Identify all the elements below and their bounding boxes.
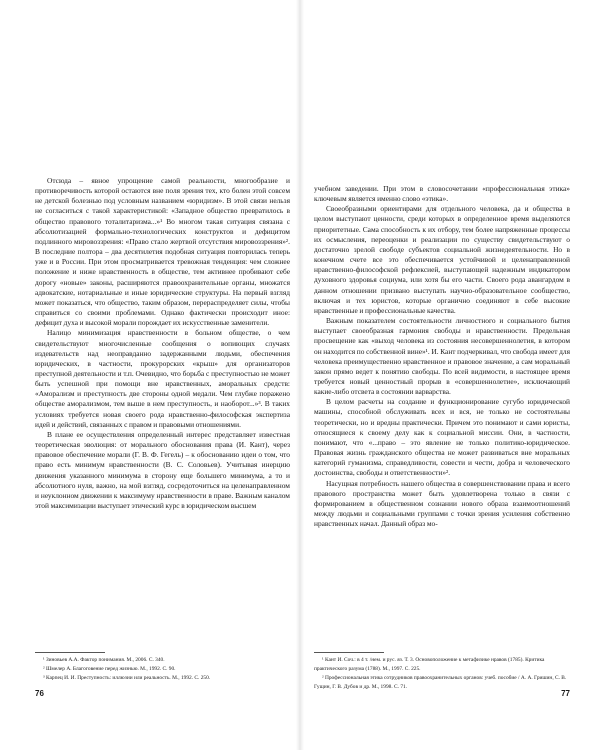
paragraph: Отсюда – явное упрощение самой реальности, многообразие и противоречивость которой остаются вне поля зрения тех, кто болен этой совсем не детской болезнью под условным названием «юридизм». В этой связи нельзя не согласиться с такой характеристикой: «Западное общество превратилось в общество правового тоталитаризма...»¹ Во многом такая ситуация связана с абсолютизацией формально-технологических конструктов и дефицитом подлинного мировоззрения: «Право стало жертвой отсутствия мировоззрения»². В последние полтора – два десятилетия подобная ситуация повторилась теперь уже и в России. При этом просматривается тревожная тенденция: чем сложнее положение и ниже нравственность в обществе, тем активнее пробивают себе дорогу «новые» законы, расширяются правоохранительные органы, множатся адвокатские, нотариальные и иные юридические структуры. На первый взгляд может показаться, что общество, таким образом, перераспределяет силы, чтобы справиться со своими проблемами. Однако фактически происходит иное: дефицит духа и высокой морали порождает их искусственные заменители. bbox=[35, 176, 290, 328]
page-number: 76 bbox=[35, 689, 44, 698]
paragraph: В плане ее осуществления определенный интерес представляет известная теоретическая эволюция: от морального обоснования права (И. Кант), через правовое обеспечение морали (Г. В. Ф. Гегель) – к обоснованию идеи о том, что право есть минимум нравственности (В. С. Соловьев). Учитывая инерцию движения указанного минимума в сторону еще большего минимума, а то и абсолютного нуля, важно, на мой взгляд, сосредоточиться на целенаправленном и неуклонном движении к максимуму нравственности в праве. Важным каналом этой максимизации выступает этический курс в юридическом высшем bbox=[35, 429, 290, 510]
right-footnotes bbox=[314, 652, 570, 692]
footnote: ¹ Зиновьев А.А. Фактор понимания. М., 2006. С. 340. bbox=[43, 657, 165, 663]
paragraph: Важным показателем состоятельности личностного и социального бытия выступает своеобразная гармония свободы и нравственности. Предельная просвещение как «выход человека из состояния несовершеннолетия, в котором он находится по собственной вине»¹. И. Кант подчеркивал, что свобода имеет для человека преимущественно нравственное и правовое значение, а сам моральный закон прямо ведет к понятию свободы. По всей видимости, в настоящее время требуется новый ценностный прорыв в «совершеннолетие», исключающий какие-либо отсвета в состоянии варварства. bbox=[314, 316, 570, 397]
footnote: ² Профессиональная этика сотрудников правоохранительных органов: учеб. пособие / А. А. Гришин, С. В. Гущин, Г. В. Дубов и др. М., 1998. С. 71. bbox=[314, 675, 567, 690]
left-footnotes bbox=[35, 652, 290, 683]
paragraph: Своеобразными ориентирами для отдельного человека, да и общества в целом выступают ценности, среди которых в определенное время выделяются приоритетные. Сама способность к их отбору, тем более напряженные процессы их осмысления, переоценки и реализации по существу свидетельствуют о достаточно зрелой свободе субъектов социальной жизнедеятельности. Но в конечном счете все это обеспечивается устойчивой и целенаправленной нравственно-философской рефлексией, выступающей надежным индикатором духовного здоровья социума, или хотя бы его части. Своего рода авангардом в данном отношении призвано выступать научно-образовательное сообщество, включая и тех юристов, которые органично соединяют в себе высокие нравственные и профессиональные качества. bbox=[314, 204, 570, 315]
left-page-body bbox=[35, 176, 290, 511]
footnote: ² Шмелер А. Благоговение перед жизнью. М., 1992. С. 90. bbox=[43, 666, 176, 672]
paragraph-continued: учебном заведении. При этом в словосочетании «профессиональная этика» ключевым является именно слово «этика». bbox=[314, 184, 570, 204]
paragraph: В целом расчеты на создание и функционирование сугубо юридической машины, способной обслуживать всех и вся, не только не состоятельны теоретически, но и вредны практически. Причем это понимают и сами юристы, относящиеся к своему делу как к социальной миссии. Они, в частности, понимают, что «...право – это явление не только политико-юридическое. Правовая жизнь гражданского общества не может развиваться вне моральных категорий гуманизма, справедливости, совести и чести, добра и человеческого достоинства, свободы и ответственности»². bbox=[314, 397, 570, 478]
footnote-rule bbox=[35, 652, 105, 653]
page-number: 77 bbox=[561, 689, 570, 698]
paragraph: Насущная потребность нашего общества в совершенствовании права и всего правового пространства может быть удовлетворена только в связи с формированием в общественном сознании нового образа взаимоотношений между людьми и социальными группами с точки зрения усиления собственно нравственных начал. Данный образ мо- bbox=[314, 478, 570, 529]
footnote: ¹ Кант И. Соч.: в 4 т. /нем. и рус. яз. Т. 3. Основоположение к метафизике нравов (1785). Критика практического разума (1788). М., 1997. С. 225. bbox=[314, 657, 545, 672]
right-page bbox=[300, 0, 600, 750]
footnote-rule bbox=[314, 652, 384, 653]
paragraph: Налицо минимизация нравственности в больном обществе, о чем свидетельствуют многочисленные сообщения о вопиющих случаях издевательств над неоправданно задержанными людьми, обеспечения юридических, в частности, прокурорских «крыш» для организаторов преступной деятельности и т.п. Очевидно, что борьба с преступностью не может быть успешной при помощи вне нравственных, аморальных средств: «Аморализм и преступность две стороны одной медали. Чем глубже поражено обществе аморализмом, тем выше в нем преступность, и наоборот...»³. В таких условиях требуется новая своего рода нравственно-философская экспертиза идей и действий, связанных с правом и правовыми отношениями. bbox=[35, 328, 290, 429]
footnote: ³ Карпец И. И. Преступность: иллюзии или реальность. М., 1992. С. 250. bbox=[43, 675, 211, 681]
right-page-body bbox=[314, 184, 570, 529]
